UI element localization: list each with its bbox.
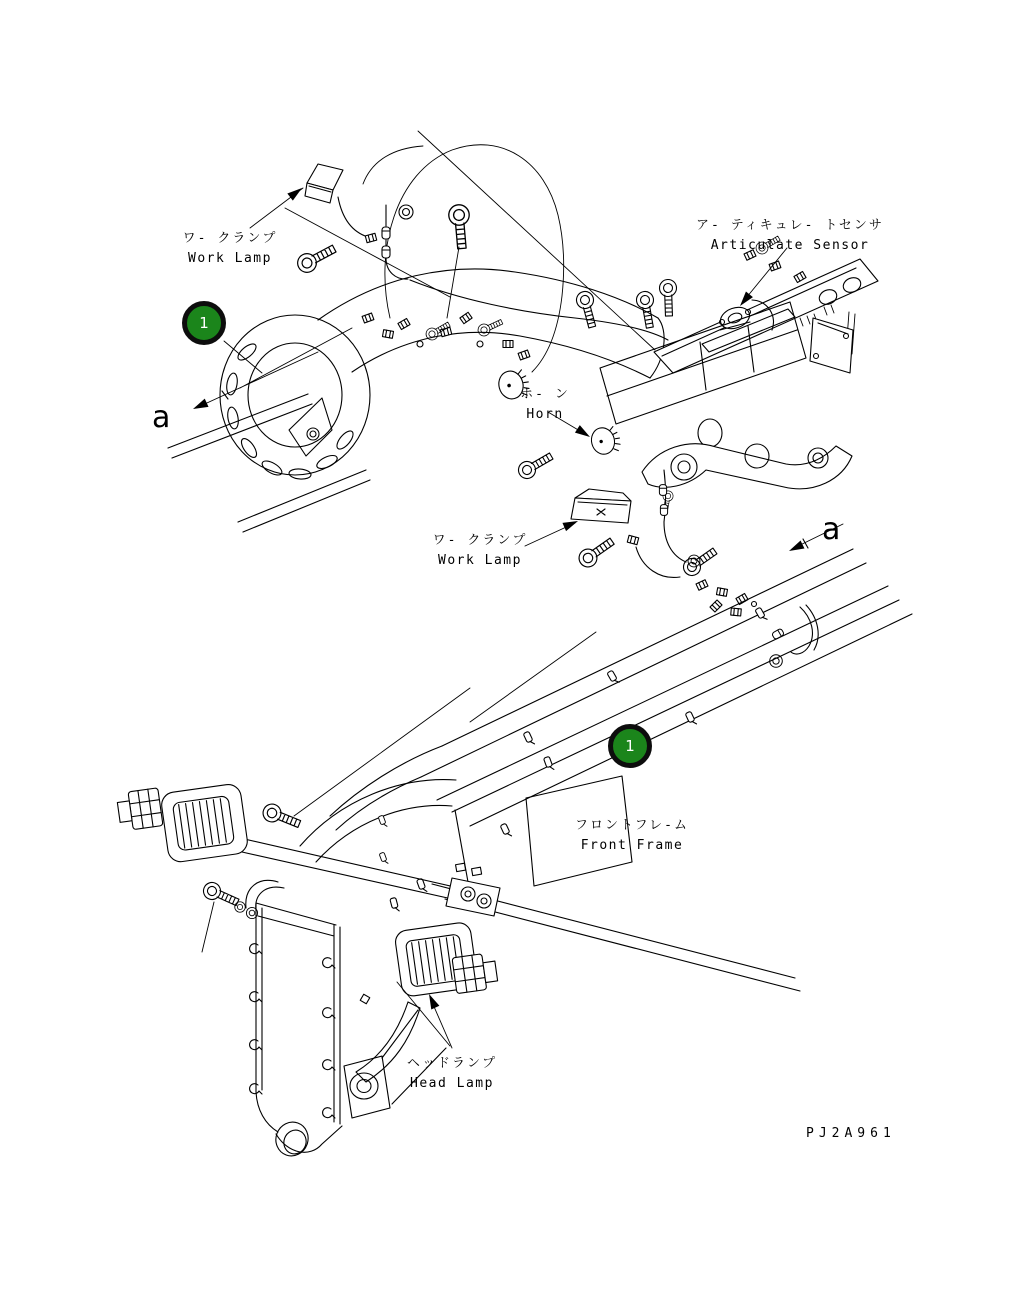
horn-arrow-icon — [575, 425, 592, 441]
part-ref-badge-1[interactable]: 1 — [182, 301, 226, 345]
bolt-icon — [635, 290, 658, 329]
callout-work-lamp-top-en: Work Lamp — [188, 250, 272, 266]
callout-horn — [495, 386, 595, 423]
bolt-icon — [448, 204, 472, 249]
drawing-code: PJ2A961 — [806, 1126, 896, 1141]
callout-work-lamp-mid-en: Work Lamp — [438, 552, 522, 568]
callout-head-lamp-jp: ヘッドランプ — [406, 1056, 497, 1071]
callout-front-frame — [552, 817, 712, 854]
bolt-icon — [294, 240, 338, 275]
section-a-right-arrow-icon — [787, 540, 804, 555]
callout-front-frame-jp: フロントフレ-ム — [575, 818, 689, 833]
callout-horn-en: Horn — [526, 406, 564, 422]
callout-articulate-sensor-jp: ア- ティキュレ- トセンサ — [696, 218, 884, 233]
callout-work-lamp-mid — [410, 532, 550, 569]
callout-work-lamp-top-jp: ワ- クランプ — [182, 231, 278, 246]
section-a-left-arrow-icon — [191, 399, 208, 413]
callout-front-frame-en: Front Frame — [580, 837, 684, 853]
callout-head-lamp-en: Head Lamp — [410, 1075, 494, 1091]
callout-work-lamp-top — [160, 230, 300, 267]
front-frame-flange-drawing — [220, 315, 370, 480]
callout-work-lamp-mid-jp: ワ- クランプ — [432, 533, 528, 548]
bolt-icon — [576, 534, 618, 571]
head-lamp-right-drawing — [394, 921, 499, 1048]
middle-parts-drawing — [525, 489, 843, 667]
part-ref-badge-2[interactable]: 1 — [608, 724, 652, 768]
callout-articulate-sensor — [690, 217, 890, 254]
head-lamp-left-drawing — [116, 783, 249, 863]
view-letter-a-right: a — [822, 512, 841, 547]
view-letter-a-left: a — [152, 400, 171, 435]
bolt-icon — [659, 279, 677, 316]
top-assembly-drawing — [168, 131, 878, 562]
head-lamp-arrow-icon — [425, 992, 439, 1009]
callout-head-lamp — [382, 1055, 522, 1092]
bolt-icon — [515, 449, 555, 482]
articulate-sensor-arrow-icon — [737, 292, 753, 309]
callout-articulate-sensor-en: Articulate Sensor — [710, 237, 870, 253]
bolt-icon — [260, 801, 302, 832]
callout-horn-jp: ホ- ン — [520, 387, 570, 402]
